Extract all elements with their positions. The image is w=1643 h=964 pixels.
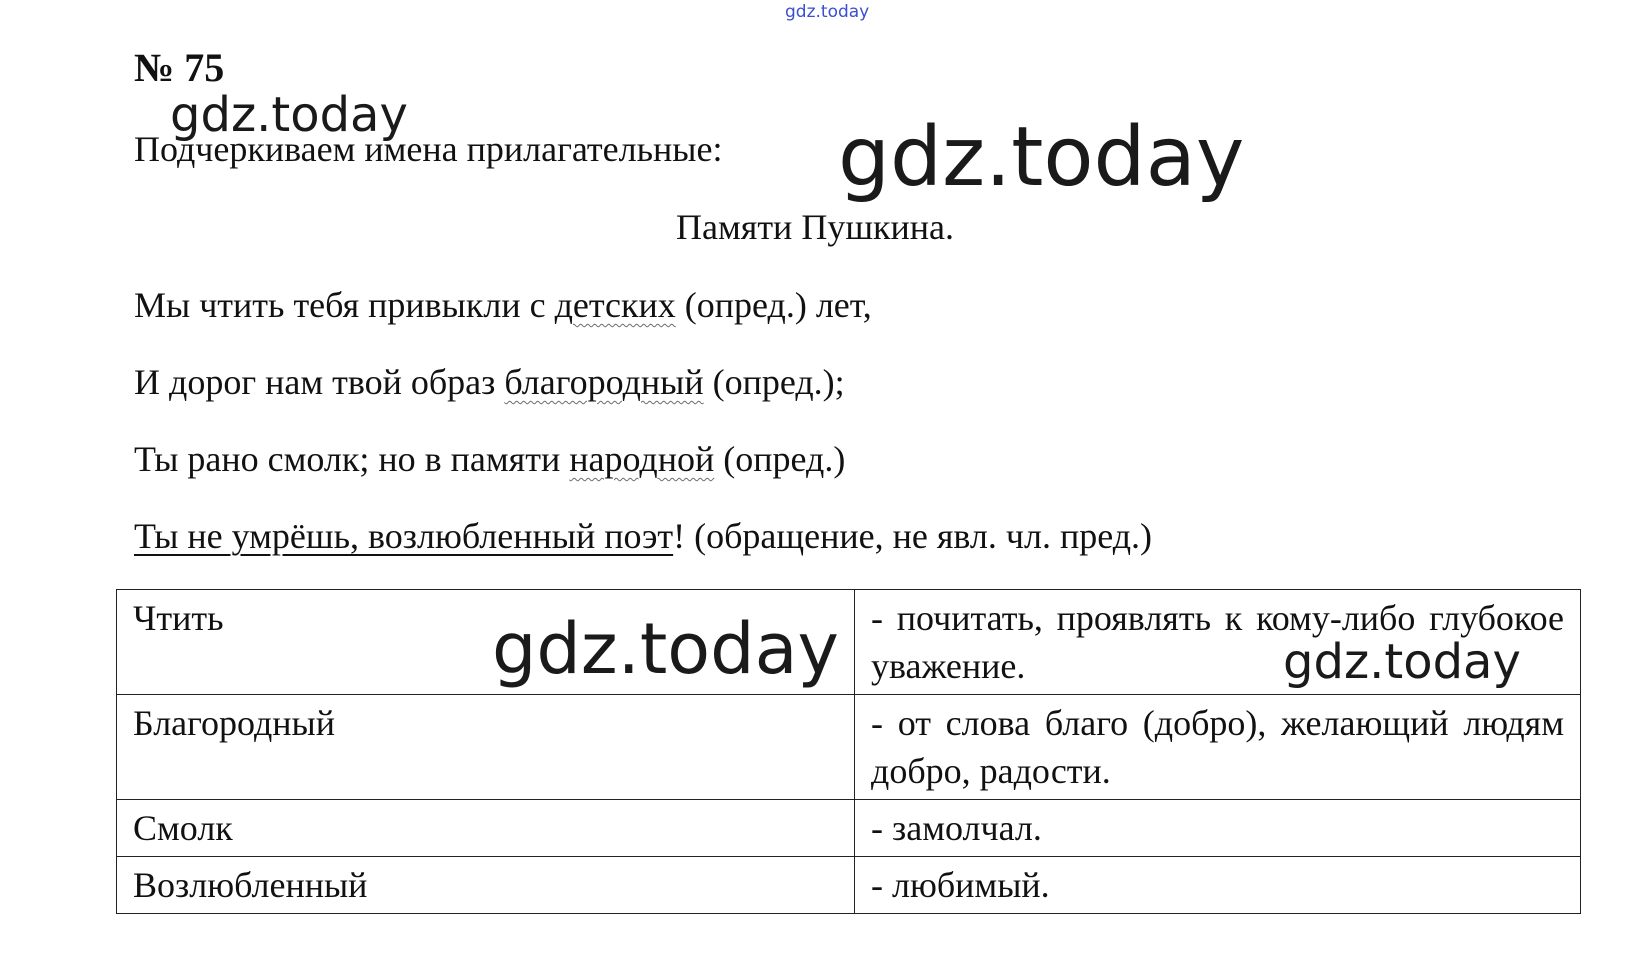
underlined-adjective: народной [569, 439, 715, 479]
table-row [117, 800, 1581, 857]
watermark-top: gdz.today [785, 2, 870, 22]
line-text: (опред.) лет, [675, 285, 872, 325]
underlined-address: Ты не умрёшь, возлюбленный поэт [134, 516, 674, 556]
glossary-definition: - любимый. [855, 857, 1581, 914]
watermark: gdz.today [838, 110, 1245, 205]
glossary-term: Смолк [117, 800, 855, 857]
glossary-term: Возлюбленный [117, 857, 855, 914]
table-row [117, 695, 1581, 800]
poem-title: Памяти Пушкина. [676, 207, 955, 247]
glossary-term: Чтить [117, 590, 855, 695]
line-text: Мы чтить тебя привыкли с [134, 285, 555, 325]
glossary-definition: - от слова благо (добро), желающий людям добро, радости. [855, 695, 1581, 800]
watermark: gdz.today [170, 87, 408, 143]
line-text: Ты рано смолк; но в памяти [134, 439, 570, 479]
underlined-adjective: детских [554, 285, 676, 325]
underlined-adjective: благородный [504, 362, 704, 402]
poem-line-1 [134, 284, 872, 326]
glossary-definition: - почитать, проявлять к кому-либо глубокое уважение. [855, 590, 1581, 695]
poem-line-2 [134, 361, 845, 403]
glossary-term: Благородный [117, 695, 855, 800]
line-text: ! (обращение, не явл. чл. пред.) [673, 516, 1153, 556]
table-row [117, 857, 1581, 914]
line-text: (опред.) [714, 439, 846, 479]
watermark: gdz.today [492, 608, 839, 690]
intro-text: Подчеркиваем имена прилагательные: [134, 129, 723, 169]
poem-line-3 [134, 438, 845, 480]
glossary-definition: - замолчал. [855, 800, 1581, 857]
poem-line-4 [134, 515, 1152, 557]
task-number: № 75 [134, 45, 225, 90]
line-text: (опред.); [703, 362, 845, 402]
watermark: gdz.today [1283, 634, 1521, 690]
line-text: И дорог нам твой образ [134, 362, 505, 402]
